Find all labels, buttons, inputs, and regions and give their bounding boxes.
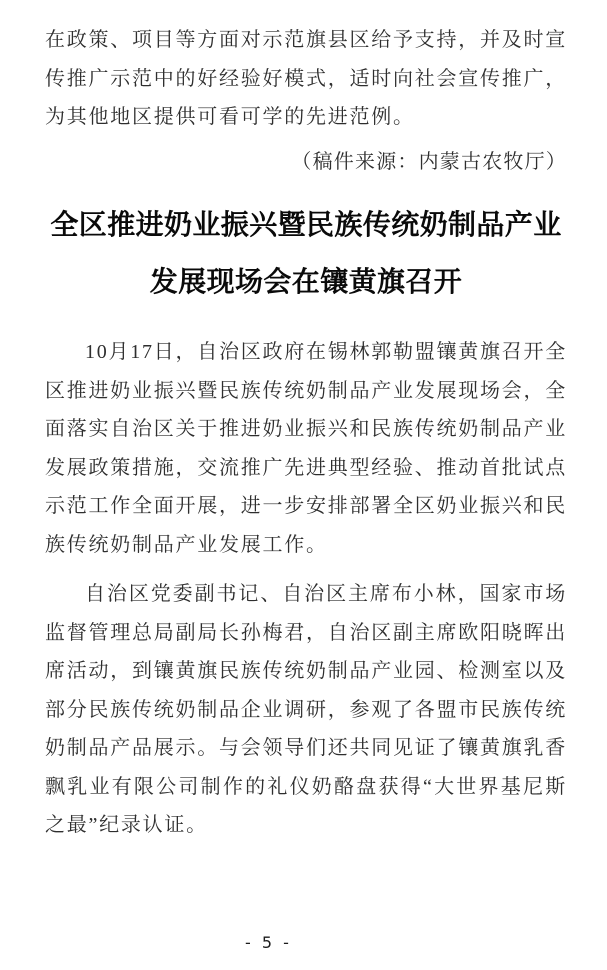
source-attribution: （稿件来源：内蒙古农牧厅） (291, 150, 567, 173)
article-title (45, 197, 567, 311)
page-number: - 5 - (245, 933, 292, 952)
continuation-paragraph: 在政策、项目等方面对示范旗县区给予支持，并及时宣传推广示范中的好经验好模式，适时向社会宣传推广，为其他地区提供可看可学的先进范例。 (45, 29, 567, 128)
article-title-line2: 发展现场会在镶黄旗召开 (149, 267, 463, 298)
article-paragraph-2: 自治区党委副书记、自治区主席布小林，国家市场监督管理总局副局长孙梅君，自治区副主席欧阳晓晖出席活动，到镶黄旗民族传统奶制品产业园、检测室以及部分民族传统奶制品企业调研，参观了各盟市民族传统奶制品产品展示。与会领导们还共同见证了镶黄旗乳香飘乳业有限公司制作的礼仪奶酪盘获得“大世界基尼斯之最”纪录认证。 (45, 583, 567, 836)
article-title-line1: 全区推进奶业振兴暨民族传统奶制品产业 (50, 210, 562, 241)
article-paragraph-1: 10月17日，自治区政府在锡林郭勒盟镶黄旗召开全区推进奶业振兴暨民族传统奶制品产业发展现场会，全面落实自治区关于推进奶业振兴和民族传统奶制品产业发展政策措施，交流推广先进典型经验、推动首批试点示范工作全面开展，进一步安排部署全区奶业振兴和民族传统奶制品产业发展工作。 (45, 341, 567, 556)
